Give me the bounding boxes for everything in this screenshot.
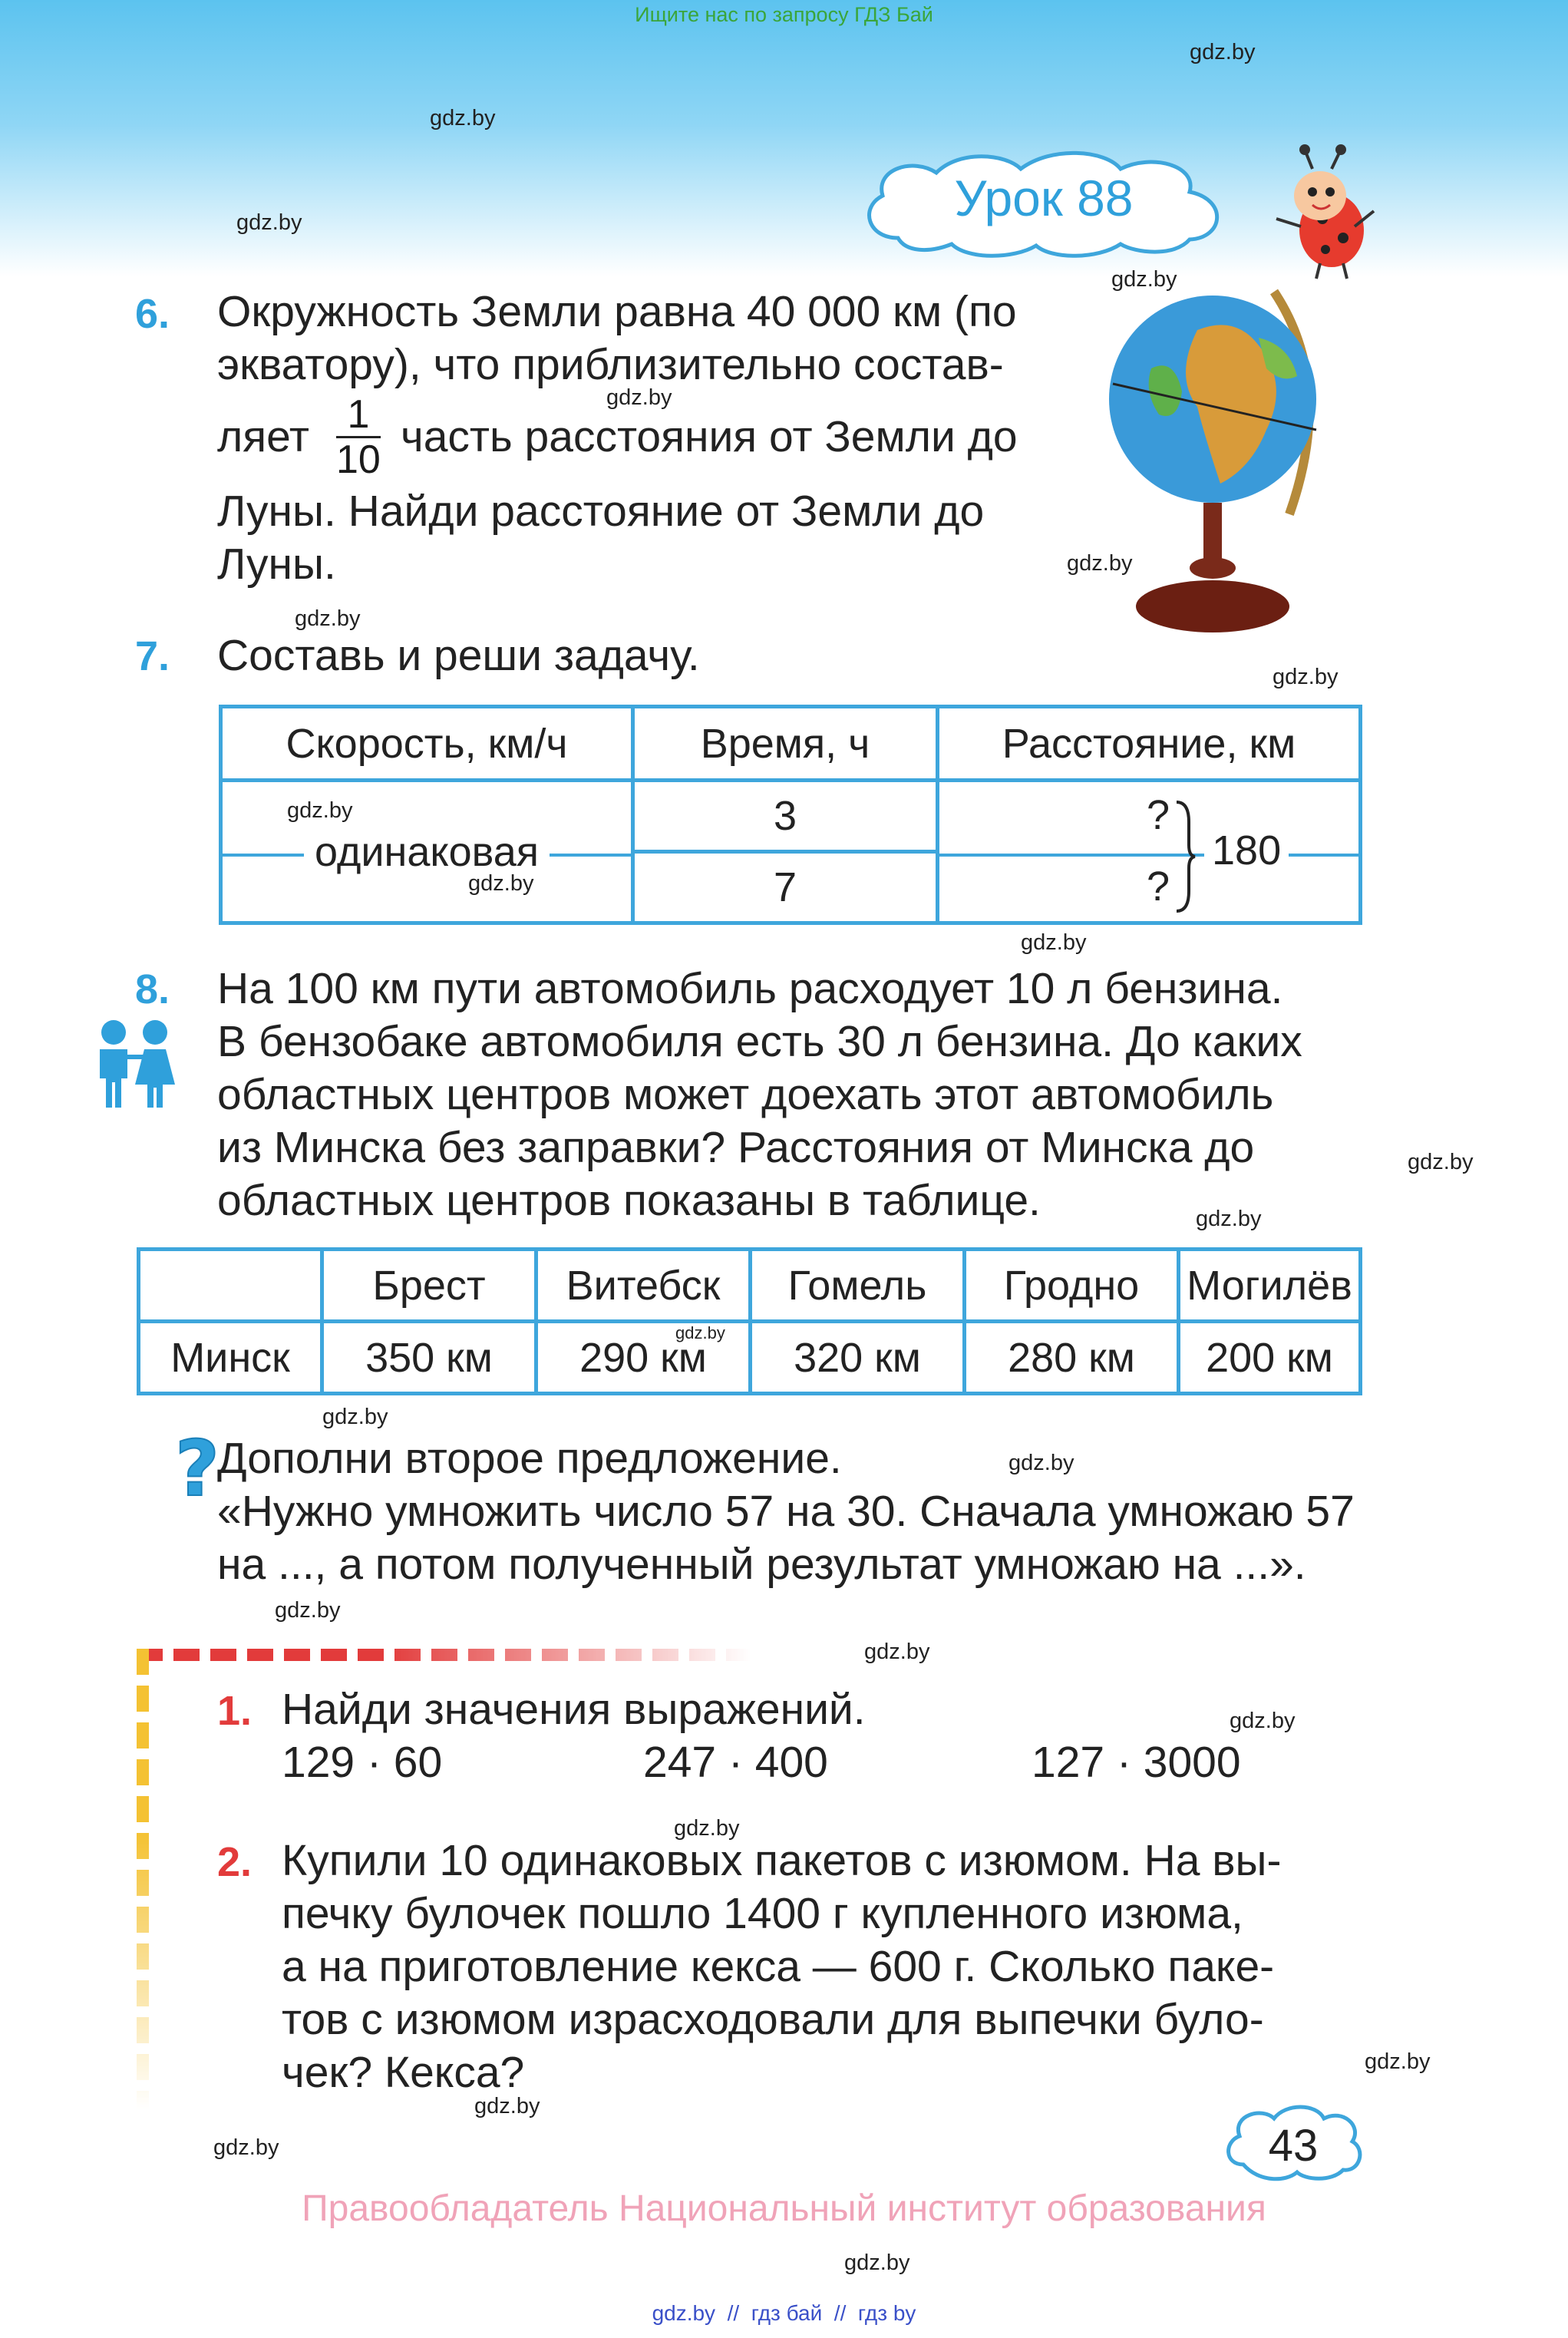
hw2-line5: чек? Кекса? [282,2048,525,2097]
time-cell-2: 7 [633,852,938,923]
watermark: gdz.by [468,871,534,896]
task8-number: 8. [135,966,170,1012]
watermark: gdz.by [295,606,361,631]
distance-cell [938,781,1361,923]
hw1-number: 1. [217,1688,253,1734]
pair-work-icon [84,1017,184,1109]
time-cell-1: 3 [633,781,938,852]
city-grodno: Гродно [965,1250,1179,1322]
lesson-title: Урок 88 [954,170,1134,226]
hw2-line4: тов с изюмом израсходовали для выпечки було- [282,1995,1264,2044]
row-label-minsk: Минск [139,1322,322,1394]
watermark: gdz.by [1196,1207,1262,1231]
task6-number: 6. [135,291,170,337]
task8-line3: областных центров может доехать этот автомобиль [217,1070,1274,1119]
task6-line2: экватору), что приблизительно состав- [217,340,1004,389]
distance-unknown-2: ? [1147,864,1170,910]
watermark: gdz.by [1273,665,1339,689]
distance-mogilev: 200 км [1179,1322,1361,1394]
watermark: gdz.by [1365,2049,1431,2074]
watermark: gdz.by [844,2250,910,2275]
task8-line2: В бензобаке автомобиля есть 30 л бензина. До каких [217,1017,1302,1066]
task6-fraction [332,393,385,481]
svg-text:?: ? [174,1434,220,1511]
expression-3: 127 · 3000 [1032,1738,1241,1787]
hw1-text: Найди значения выражений. [282,1685,866,1734]
question-mark-icon [170,1434,224,1511]
homework-frame-left [137,1649,149,2109]
brace-icon [1174,799,1197,914]
task6-line4: Луны. Найди расстояние от Земли до [217,487,985,536]
page-number: 43 [1268,2121,1319,2171]
city-brest: Брест [322,1250,536,1322]
expression-2: 247 · 400 [643,1738,828,1787]
top-banner: Ищите нас по запросу ГДЗ Бай [635,3,933,26]
hw2-line3: а на приготовление кекса — 600 г. Сколько паке- [282,1942,1275,1991]
task8-line5: областных центров показаны в таблице. [217,1176,1041,1225]
task6-line3-start: ляет [217,412,310,461]
fraction-numerator: 1 [336,393,381,438]
distance-unknown-1: ? [1147,792,1170,838]
distance-grodno: 280 км [965,1322,1179,1394]
question-line1: Дополни второе предложение. [217,1434,842,1483]
watermark: gdz.by [322,1405,388,1429]
watermark: gdz.by [1021,930,1087,955]
speed-value: одинаковая [304,829,550,875]
watermark: gdz.by [1408,1150,1474,1174]
watermark: gdz.by [1230,1709,1296,1733]
watermark: gdz.by [213,2135,279,2160]
watermark: gdz.by [675,1323,725,1342]
city-vitebsk: Витебск [536,1250,751,1322]
city-mogilev: Могилёв [1179,1250,1361,1322]
task8-line4: из Минска без заправки? Расстояния от Минска до [217,1123,1255,1172]
header-distance: Расстояние, км [938,707,1361,781]
task6-line5: Луны. [217,540,336,589]
fraction-denominator: 10 [336,438,381,482]
watermark: gdz.by [287,798,353,823]
distance-vitebsk: 290 км [536,1322,751,1394]
speed-cell [221,781,633,923]
watermark: gdz.by [606,385,672,410]
hw2-line2: печку булочек пошло 1400 г купленного изюма, [282,1889,1243,1938]
hw2-number: 2. [217,1839,253,1885]
watermark: gdz.by [1190,40,1256,64]
distance-total: 180 [1204,827,1289,874]
watermark: gdz.by [236,210,302,235]
ladybug-icon [1270,142,1378,280]
watermark: gdz.by [1008,1451,1074,1475]
city-gomel: Гомель [751,1250,965,1322]
distances-table [137,1247,1362,1395]
task7-table [219,705,1362,925]
header-time: Время, ч [633,707,938,781]
task6-line3-end: часть расстояния от Земли до [401,412,1018,461]
task7-text: Составь и реши задачу. [217,631,700,680]
question-line3: на ..., а потом полученный результат умножаю на ...». [217,1540,1306,1589]
watermark: gdz.by [674,1816,740,1841]
hw2-line1: Купили 10 одинаковых пакетов с изюмом. На вы- [282,1836,1282,1885]
watermark: gdz.by [474,2094,540,2118]
watermark: gdz.by [864,1640,930,1664]
question-line2: «Нужно умножить число 57 на 30. Сначала умножаю 57 [217,1487,1355,1536]
corner-cell [139,1250,322,1322]
watermark: gdz.by [1111,267,1177,292]
task6-line1: Окружность Земли равна 40 000 км (по [217,287,1017,336]
task8-line1: На 100 км пути автомобиль расходует 10 л бензина. [217,964,1283,1013]
footer-links[interactable]: gdz.by // гдз бай // гдз by [652,2301,916,2325]
distance-brest: 350 км [322,1322,536,1394]
watermark: gdz.by [1067,551,1133,576]
header-speed: Скорость, км/ч [221,707,633,781]
expression-1: 129 · 60 [282,1738,443,1787]
homework-frame-top [137,1649,751,1661]
distance-gomel: 320 км [751,1322,965,1394]
copyright-line: Правообладатель Национальный институт образования [302,2188,1266,2229]
task7-number: 7. [135,633,170,679]
watermark: gdz.by [430,106,496,130]
watermark: gdz.by [275,1598,341,1623]
globe-illustration [1105,284,1335,645]
